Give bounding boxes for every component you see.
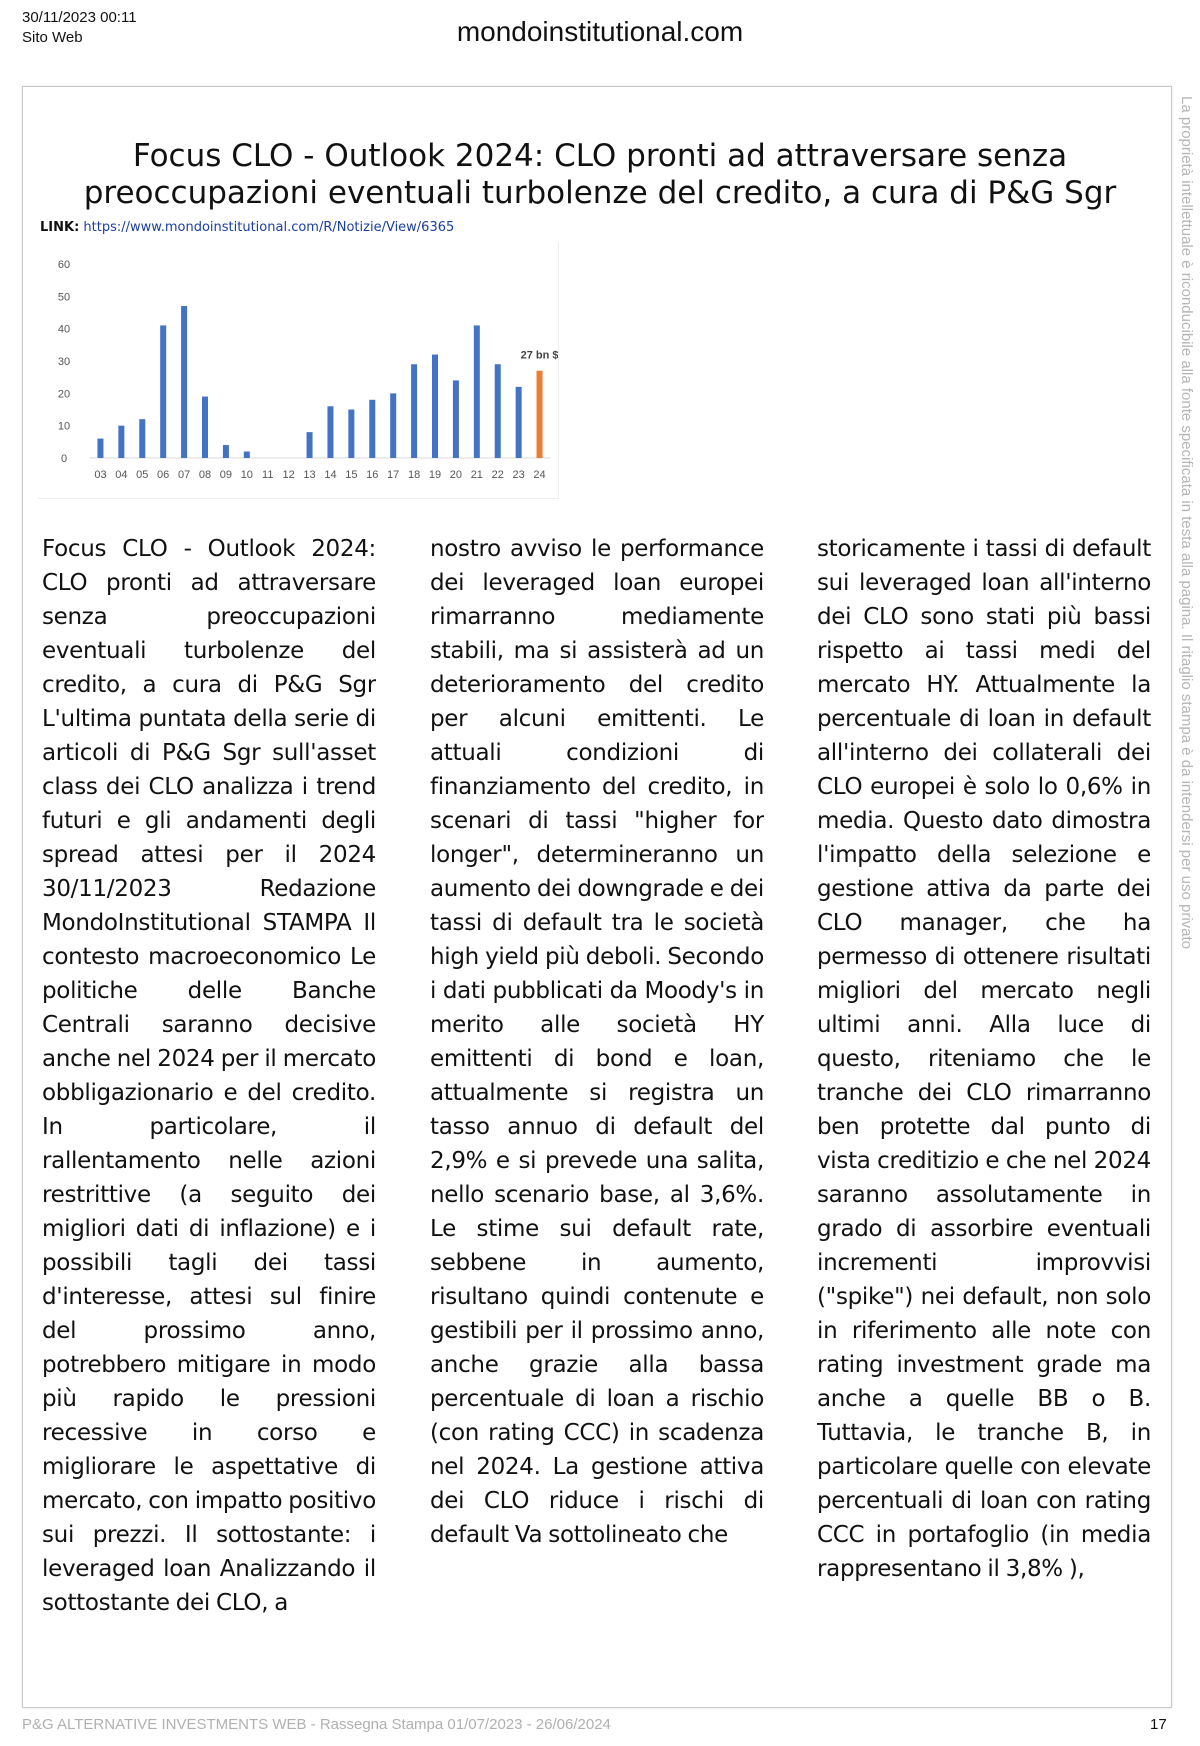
x-tick-label: 18	[407, 469, 421, 481]
x-tick-label: 19	[428, 469, 442, 481]
article-link	[40, 220, 454, 235]
bar-05	[139, 419, 145, 458]
x-tick-label: 23	[512, 469, 525, 481]
bar-09	[223, 445, 229, 458]
x-tick-label: 05	[136, 469, 149, 481]
x-tick-label: 21	[470, 469, 483, 481]
bar-16	[369, 400, 375, 458]
bar-18	[411, 364, 417, 458]
x-tick-label: 10	[240, 469, 253, 481]
bar-20	[453, 380, 459, 458]
clo-issuance-chart	[38, 242, 559, 499]
source-type: Sito Web	[22, 29, 83, 46]
x-tick-label: 04	[115, 469, 128, 481]
link-url[interactable]: https://www.mondoinstitutional.com/R/Notizie/View/6365	[83, 220, 455, 235]
bar-24	[537, 371, 543, 458]
bar-03	[97, 439, 103, 458]
bar-06	[160, 325, 166, 458]
bar-15	[348, 410, 354, 459]
x-tick-label: 24	[533, 469, 546, 481]
x-tick-label: 08	[198, 469, 212, 481]
copyright-note: La proprietà intellettuale è riconducibile alla fonte specificata in testa alla pagina. Il ritaglio stampa è da intendersi per uso privato	[1178, 96, 1195, 950]
bar-07	[181, 306, 187, 458]
link-label: LINK:	[40, 220, 80, 235]
x-tick-label: 22	[491, 469, 504, 481]
x-tick-label: 20	[449, 469, 463, 481]
article-column-3: storicamente i tassi di default sui leveraged loan all'interno dei CLO sono stati più bassi rispetto ai tassi medi del mercato HY. Attualmente la percentuale di loan in default all'interno dei collaterali dei CLO europei è solo lo 0,6% in media. Questo dato dimostra l'impatto della selezione e gestione attiva da parte dei CLO manager, che ha permesso di ottenere risultati migliori del mercato negli ultimi anni. Alla luce di questo, riteniamo che le tranche dei CLO rimarranno ben protette dal punto di vista creditizio e che nel 2024 saranno assolutamente in grado di assorbire eventuali incrementi improvvisi ("spike") nei default, non solo in riferimento alle note con rating investment grade ma anche a quelle BB o B. Tuttavia, le tranche B, in particolare quelle con elevate percentuali di loan con rating CCC in portafoglio (in media rappresentano il 3,8% ),	[817, 536, 1151, 1582]
y-tick-label: 40	[57, 323, 71, 336]
x-tick-label: 07	[177, 469, 191, 481]
article-body	[42, 532, 1154, 1692]
x-tick-label: 17	[387, 469, 400, 481]
data-annotation: 27 bn $	[520, 349, 558, 362]
bar-22	[495, 364, 501, 458]
footer-text: P&G ALTERNATIVE INVESTMENTS WEB - Rassegna Stampa 01/07/2023 - 26/06/2024	[22, 1716, 611, 1733]
source-site: mondoinstitutional.com	[456, 16, 744, 47]
bar-chart	[38, 242, 558, 498]
article-title: Focus CLO - Outlook 2024: CLO pronti ad attraversare senza preoccupazioni eventuali turbolenze del credito, a cura di P&G Sgr	[83, 138, 1117, 211]
print-datetime: 30/11/2023 00:11	[22, 9, 137, 26]
x-tick-label: 12	[282, 469, 295, 481]
y-tick-label: 20	[57, 388, 71, 401]
bar-10	[244, 452, 250, 458]
bar-08	[202, 397, 208, 458]
x-tick-label: 14	[324, 469, 337, 481]
x-tick-label: 11	[262, 469, 274, 481]
x-tick-label: 03	[94, 469, 107, 481]
bar-23	[516, 387, 522, 458]
bar-14	[327, 406, 333, 458]
x-tick-label: 09	[219, 469, 233, 481]
y-tick-label: 0	[60, 453, 68, 465]
x-tick-label: 15	[345, 469, 358, 481]
y-tick-label: 30	[57, 356, 71, 368]
bar-04	[118, 426, 124, 458]
bar-21	[474, 325, 480, 458]
article-column-2: nostro avviso le performance dei leveraged loan europei rimarranno mediamente stabili, ma si assisterà ad un deterioramento del credito per alcuni emittenti. Le attuali condizioni di finanziamento del credito, in scenari di tassi "higher for longer", determineranno un aumento dei downgrade e dei tassi di default tra le società high yield più deboli. Secondo i dati pubblicati da Moody's in merito alle società HY emittenti di bond e loan, attualmente si registra un tasso annuo di default del 2,9% e si prevede una salita, nello scenario base, al 3,6%. Le stime sui default rate, sebbene in aumento, risultano quindi contenute e gestibili per il prossimo anno, anche grazie alla bassa percentuale di loan a rischio (con rating CCC) in scadenza nel 2024. La gestione attiva dei CLO riduce i rischi di default Va sottolineato che	[430, 536, 764, 1548]
article-column-1: Focus CLO - Outlook 2024: CLO pronti ad attraversare senza preoccupazioni eventuali turbolenze del credito, a cura di P&G Sgr L'ultima puntata della serie di articoli di P&G Sgr sull'asset class dei CLO analizza i trend futuri e gli andamenti degli spread attesi per il 2024 30/11/2023 Redazione MondoInstitutional STAMPA Il contesto macroeconomico Le politiche delle Banche Centrali saranno decisive anche nel 2024 per il mercato obbligazionario e del credito. In particolare, il rallentamento nelle azioni restrittive (a seguito dei migliori dati di inflazione) e i possibili tagli dei tassi d'interesse, attesi sul finire del prossimo anno, potrebbero mitigare in modo più rapido le pressioni recessive in corso e migliorare le aspettative di mercato, con impatto positivo sui prezzi. Il sottostante: i leveraged loan Analizzando il sottostante dei CLO, a	[42, 536, 376, 1616]
bar-19	[432, 355, 438, 458]
x-tick-label: 13	[303, 469, 316, 481]
x-tick-label: 16	[366, 469, 379, 481]
bar-13	[307, 432, 313, 458]
x-tick-label: 06	[157, 469, 170, 481]
y-tick-label: 60	[57, 259, 71, 271]
page-number: 17	[1150, 1716, 1167, 1733]
y-tick-label: 10	[57, 420, 71, 433]
bar-17	[390, 393, 396, 458]
y-tick-label: 50	[57, 291, 71, 304]
